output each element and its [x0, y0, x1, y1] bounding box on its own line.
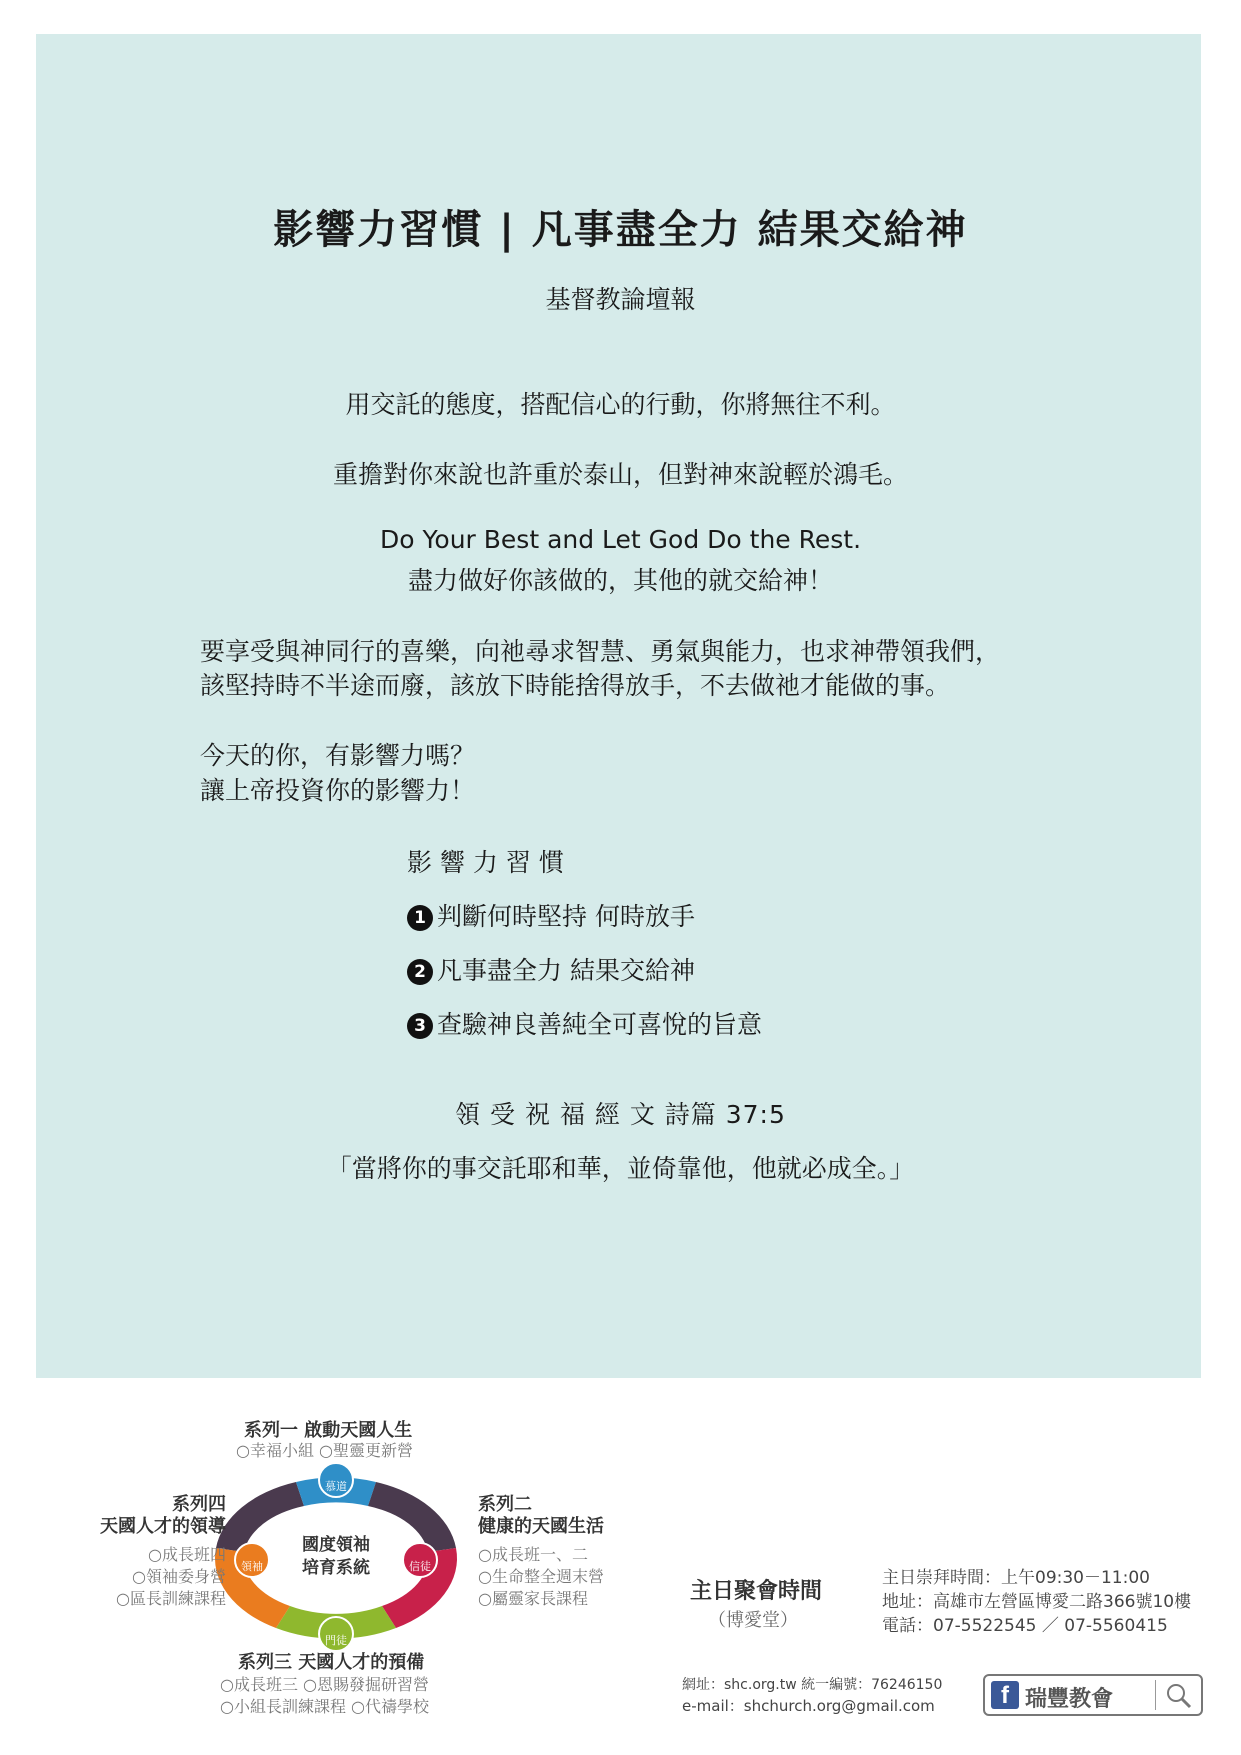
church-email[interactable]: e-mail：shchurch.org@gmail.com: [682, 1697, 935, 1715]
facebook-search-box[interactable]: [983, 1674, 1203, 1716]
paragraph-3-en: Do Your Best and Let God Do the Rest.: [379, 525, 862, 554]
church-phone: 電話：07-5522545 ／ 07-5560415: [882, 1616, 1168, 1636]
habit-text-3: 查驗神良善純全可喜悅的旨意: [437, 1010, 763, 1039]
article-title: 影響力習慣 | 凡事盡全力 結果交給神: [273, 207, 968, 253]
paragraph-2: 重擔對你來說也許重於泰山，但對神來說輕於鴻毛。: [332, 460, 908, 489]
search-icon: [1165, 1682, 1193, 1710]
church-website[interactable]: 網址：shc.org.tw 統一編號：76246150: [682, 1677, 943, 1693]
series-2-item-1: ○成長班一、二: [478, 1545, 588, 1564]
series-2-item-3: ○屬靈家長課程: [478, 1589, 588, 1608]
verse-text: 「當將你的事交託耶和華，並倚靠他，他就必成全。」: [326, 1154, 915, 1183]
church-address: 地址：高雄市左營區博愛二路366號10樓: [882, 1592, 1192, 1612]
habit-item-3: [407, 1005, 762, 1041]
segment-left-label: 領袖: [241, 1560, 263, 1573]
number-2-icon: 2: [407, 959, 433, 985]
segment-right-label: 信徒: [409, 1560, 431, 1573]
center-label-line-1: 國度領袖: [302, 1535, 370, 1555]
worship-time: 主日崇拜時間：上午09:30－11:00: [882, 1568, 1150, 1588]
series-3-title: 系列三 天國人才的預備: [238, 1652, 425, 1673]
number-3-icon: 3: [407, 1013, 433, 1039]
series-3-item-1: ○成長班三 ○恩賜發掘研習營: [220, 1675, 430, 1694]
series-4-item-3: ○區長訓練課程: [116, 1589, 226, 1608]
meeting-title: 主日聚會時間: [690, 1579, 823, 1604]
leadership-system-diagram: [40, 1408, 640, 1728]
habit-item-2: [407, 951, 695, 987]
segment-bottom-label: 門徒: [325, 1634, 347, 1647]
series-3-item-2: ○小組長訓練課程 ○代禱學校: [220, 1697, 430, 1716]
paragraph-1: 用交託的態度，搭配信心的行動，你將無往不利。: [345, 390, 896, 419]
paragraph-3-zh: 盡力做好你該做的，其他的就交給神！: [407, 566, 833, 595]
verse-heading: 領 受 祝 福 經 文 詩篇 37:5: [455, 1100, 786, 1129]
article-source: 基督教論壇報: [545, 285, 696, 314]
series-1-item: ○幸福小組 ○聖靈更新營: [236, 1441, 414, 1460]
facebook-icon: f: [991, 1681, 1019, 1709]
series-2-item-2: ○生命整全週末營: [478, 1567, 604, 1586]
facebook-page-name: 瑞豐教會: [1025, 1687, 1114, 1712]
series-2-title-line-1: 系列二: [478, 1494, 532, 1515]
series-4-title-line-1: 系列四: [172, 1494, 226, 1515]
meeting-place: （博愛堂）: [708, 1610, 798, 1631]
segment-top-label: 慕道: [325, 1480, 347, 1493]
habit-text-2: 凡事盡全力 結果交給神: [437, 956, 695, 985]
paragraph-5-line-2: 讓上帝投資你的影響力！: [200, 776, 476, 805]
paragraph-4-line-1: 要享受與神同行的喜樂，向祂尋求智慧、勇氣與能力，也求神帶領我們，: [200, 637, 1001, 666]
habits-heading: 影 響 力 習 慣: [407, 848, 564, 877]
number-1-icon: 1: [407, 905, 433, 931]
series-4-title-line-2: 天國人才的領導: [100, 1516, 226, 1537]
paragraph-4-line-2: 該堅持時不半途而廢，該放下時能捨得放手，不去做祂才能做的事。: [200, 671, 951, 700]
paragraph-5-line-1: 今天的你，有影響力嗎？: [200, 741, 476, 770]
center-label-line-2: 培育系統: [302, 1558, 370, 1578]
series-4-item-1: ○成長班四: [148, 1545, 226, 1564]
series-4-item-2: ○領袖委身營: [132, 1567, 226, 1586]
series-2-title-line-2: 健康的天國生活: [478, 1516, 604, 1537]
habit-text-1: 判斷何時堅持 何時放手: [437, 902, 695, 931]
series-1-title: 系列一 啟動天國人生: [244, 1420, 413, 1441]
habit-item-1: [407, 897, 695, 933]
